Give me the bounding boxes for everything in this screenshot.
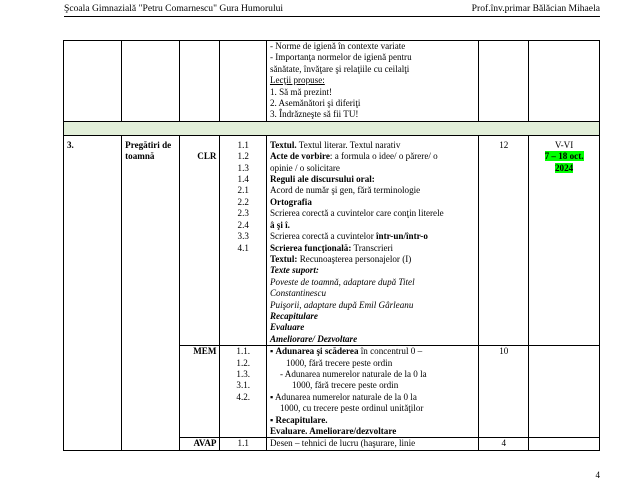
content-line: - Importanţa normelor de igienă pentru	[269, 52, 412, 63]
table-separator-row	[64, 121, 600, 135]
clr-dates-highlight: 7 – 18 oct.	[544, 151, 584, 162]
table-row-clr	[64, 135, 600, 345]
header-teacher: Prof.înv.primar Bălăcian Mihaela	[471, 3, 600, 14]
mem-content: ▪ Adunarea şi scăderea în concentrul 0 – 1000, fără trecere peste ordin - Adunarea numerelor naturale de la 0 la 1000, fără trecere peste ordin ▪ Adunarea numerelor naturale de la 0 la 1000, cu trecere peste ordinul unităţilor ▪ Recapitulare. Evaluare. Ameliorare/dezvoltare	[266, 346, 478, 438]
unit-title: Pregătiri de toamnă	[122, 135, 180, 450]
page-number: 4	[595, 470, 600, 480]
subject-avap: AVAP	[180, 438, 220, 450]
subject-mem: MEM	[180, 346, 220, 438]
mem-competencies: 1.1. 1.2. 1.3. 3.1. 4.2.	[220, 346, 267, 438]
content-line: sănătate, învăţare şi relaţiile cu ceilalţi	[269, 63, 410, 74]
lesson-item: 3. Îndrăzneşte să fii TU!	[269, 109, 359, 120]
lesson-item: 1. Să mă prezint!	[269, 86, 333, 97]
clr-week: V-VI	[554, 139, 574, 150]
avap-competency: 1.1	[220, 438, 267, 450]
avap-hours: 4	[479, 438, 529, 450]
clr-schedule	[529, 135, 600, 345]
mem-hours: 10	[479, 346, 529, 438]
subject-clr: CLR	[180, 135, 220, 345]
continuation-content-cell	[266, 41, 478, 122]
header-divider	[64, 16, 600, 17]
clr-content: Textul. Textul literar. Textul narativ Acte de vorbire: a formula o idee/ o părere/ o opinie / o solicitare Reguli ale discursului oral: Acord de număr şi gen, fără terminologie Ortografia Scrierea corectă a cuvintelor care conţin literele â şi î. Scrierea corectă a cuvintelor într-un/într-o Scrierea funcţională: Transcrieri Textul: Recunoaşterea personajelor (I) Texte suport: Poveste de toamnă, adaptare după Titel Constantinescu Puişorii, adaptare după Emil Gârleanu Recapitulare Evaluare Ameliorare/ Dezvoltare	[266, 135, 478, 345]
clr-hours: 12	[479, 135, 529, 345]
content-line: - Norme de igienă în contexte variate	[269, 41, 406, 51]
header-school: Şcoala Gimnazială "Petru Comarnescu" Gura Humorului	[64, 3, 284, 14]
table-row-continuation	[64, 41, 600, 122]
unit-number: 3.	[64, 135, 122, 450]
avap-content: Desen – tehnici de lucru (haşurare, linie	[266, 438, 478, 450]
clr-dates-highlight: 2024	[554, 162, 574, 173]
planning-table	[63, 40, 600, 451]
clr-competencies: 1.1 1.2 1.3 1.4 2.1 2.2 2.3 2.4 3.3 4.1	[220, 135, 267, 345]
lessons-proposed-heading: Lecţii propuse:	[269, 75, 325, 86]
lesson-item: 2. Asemănători şi diferiţi	[269, 98, 361, 109]
